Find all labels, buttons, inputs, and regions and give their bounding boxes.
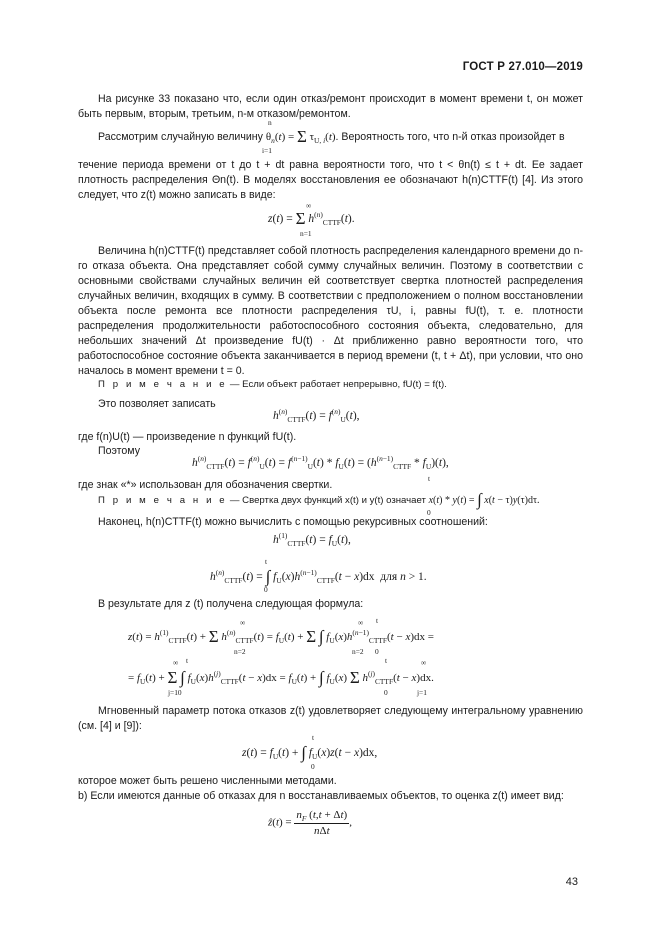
paragraph-period: течение периода времени от t до t + dt равна вероятности того, что t < θn(t) ≤ t + dt. Ее задает плотность распределения Θn(t). В моделях восстановления ее обозначают h(n)CTTF(t) [4]. Из этого следует, что z(t) можно записать в виде: (78, 159, 583, 201)
paragraph-estimate: b) Если имеются данные об отказах для n восстанавливаемых объектов, то оценка z(t) имеет вид: (78, 790, 564, 802)
paragraph-allows: Это позволяет записать (98, 398, 216, 410)
paragraph-random-variable: Рассмотрим случайную величину $\theta_n(t) = \Sigma$ $\tau_{U, i}(t)$. Вероятность того, что n-й отказ произойдет в (98, 127, 565, 146)
paragraph-figure-33: На рисунке 33 показано что, если один отказ/ремонт происходит в момент времени t, он может быть первым, вторым, третьим, n-м отказом/ремонтом. (78, 93, 583, 120)
paragraph-result: В результате для z (t) получена следующая формула: (98, 598, 364, 610)
equation-integral: $z(t) = f_U(t)$ + ∫ $f_U(x)z(t - x)dx$, (242, 743, 378, 762)
equation-z-sum: z(t) = Σ $h^{(n)}_{CTTF}(t)$. (268, 209, 355, 228)
paragraph-numeric: которое может быть решено численными методами. (78, 775, 337, 787)
equation-big-1: $z(t) = h^{(1)}_{CTTF}(t) + \Sigma$ $h^{(n)}_{CTTF}(t) = f_U(t) + \Sigma$ ∫ $f_U(x)h^{(n-1)}_{CTTF}(t - x)dx$ = (128, 627, 434, 646)
equation-estimate: ẑ(t) = $\frac{n_F (t,t + \Delta t)}{\text{nΔt}}$ , (268, 809, 352, 837)
equation-conv-def: x(t) * y(t) = ∫ x(t − τ)y(τ)dτ. (428, 490, 540, 509)
equation-theta-def: $\theta_n(t) = \Sigma$ $\tau_{U, i}(t)$ (265, 127, 336, 146)
paragraph-convolution-sign: где знак «*» использован для обозначения свертки. (78, 479, 333, 491)
equation-h-power: $h^{(n)}_{CTTF}(t) = f^{(n)}_U(t)$, (273, 407, 360, 424)
equation-big-2: = $f_U(t) + \Sigma$ ∫ $f_U(x)h^{(j)}_{CTTF}(t - x)dx = f_U(t)$ + ∫ $f_U(x)$ Σ $h^{(j)}_{CTTF}(t - x)dx$. (128, 668, 434, 687)
note-convolution: П р и м е ч а н и е — Свертка двух функций x(t) и y(t) означает x(t) * y(t) = ∫ x(t − τ)y(τ)dτ. (98, 490, 540, 509)
page: ГОСТ Р 27.010—2019 На рисунке 33 показано что, если один отказ/ремонт происходит в момент времени t, он может быть первым, вторым, третьим, n-м отказом/ремонтом. Рассмотрим случайную величину $\theta_n(t) = \Sigma$ $\tau_{U, i}(t)$. Вероятность того, что n-й отказ произойдет в n i=1 течение периода времени от t до t + dt равна вероятности того, что t < θn(t) ≤ t + dt. Ее задает плотность распределения Θn(t). В моделях восстановления ее обозначают h(n)CTTF(t) [4]. Из этого следует, что z(t) можно записать в виде: z(t) = Σ $h^{(n)}_{CTTF}(t)$. ∞ n=1 Величина h(n)CTTF(t) представляет собой плотность распределения календарного времени до n-го отказа объекта. Она представляет собой сумму случайных величин. Поэтому в соответствии с основными свойствами случайных величин ей соответствует свертка плотностей распределения случайных величин, входящих в сумму. В соответствии с предположением о полном восстановлении объекта после ремонта все плотности распределения τU, i, равны fU(t), т. е. плотности распределения продолжительности работоспособного состояния объекта, следовательно, для небольших значений Δt произведение fU(t) · Δt приближенно равно вероятности того, что работоспособное состояние объекта заканчивается в период времени (t, t + Δt), при условии, что оно началось в момент времени t = 0. П р и м е ч а н и е — Если объект работает непрерывно, fU(t) = f(t). Это позволяет записать $h^{(n)}_{CTTF}(t) = f^{(n)}_U(t)$, где f(n)U(t) — произведение n функций fU(t). Поэтому $h^{(n)}_{CTTF}(t) = f^{(n)}_U(t) = f^{(n-1)}_U(t) * f_U(t) = (h^{(n-1)}_{CTTF} * f_U)(t)$, где знак «*» использован для обозначения свертки. П р и м е ч а н и е — Свертка двух функций x(t) и y(t) означает x(t) * y(t) = ∫ x(t − τ)y(τ)dτ. t 0 Наконец, h(n)CTTF(t) можно вычислить с помощью рекурсивных соотношений: $h^{(1)}_{CTTF}(t) = f_U(t)$, $h^{(n)}_{CTTF}(t)$ = ∫ $f_U(x)h^{(n-1)}_{CTTF}(t - x)dx$ для n > 1. t 0 В результате для z (t) получена следующая формула: $z(t) = h^{(1)}_{CTTF}(t) + \Sigma$ $h^{(n)}_{CTTF}(t) = f_U(t) + \Sigma$ ∫ $f_U(x)h^{(n-1)}_{CTTF}(t - x)dx$ = ∞ n=2 ∞ n=2 t 0 = $f_U(t) + \Sigma$ ∫ $f_U(x)h^{(j)}_{CTTF}(t - x)dx = f_U(t)$ + ∫ $f_U(x)$ Σ $h^{(j)}_{CTTF}(t - x)dx$. ∞ j=10 t t 0 ∞ j=1 Мгновенный параметр потока отказов z(t) удовлетворяет следующему интегральному уравнению (см. [4] и [9]): $z(t) = f_U(t)$ + ∫ $f_U(x)z(t - x)dx$, t 0 которое может быть решено численными методами. b) Если имеются данные об отказах для n восстанавливаемых объектов, то оценка z(t) имеет вид: ẑ(t) = $\frac{n_F (t,t + \Delta t)}{\text{nΔt}}$ , 43 (0, 0, 661, 935)
paragraph-density: Величина h(n)CTTF(t) представляет собой плотность распределения календарного времени до n-го отказа объекта. Она представляет собой сумму случайных величин. Поэтому в соответствии с основными свойствами случайных величин ей соответствует свертка плотностей распределения случайных величин, входящих в сумму. В соответствии с предположением о полном восстановлении объекта после ремонта все плотности распределения τU, i, равны fU(t), т. е. плотности распределения продолжительности работоспособного состояния объекта, следовательно, для небольших значений Δt произведение fU(t) · Δt приближенно равно вероятности того, что работоспособное состояние объекта заканчивается в период времени (t, t + Δt), при условии, что оно началось в момент времени t = 0. (78, 245, 583, 377)
page-number: 43 (565, 876, 578, 888)
paragraph-finally: Наконец, h(n)CTTF(t) можно вычислить с помощью рекурсивных соотношений: (98, 516, 488, 528)
paragraph-instant-flow: Мгновенный параметр потока отказов z(t) удовлетворяет следующему интегральному уравнению (см. [4] и [9]): (78, 705, 583, 732)
paragraph-product: где f(n)U(t) — произведение n функций fU(t). (78, 431, 297, 443)
equation-h-conv: $h^{(n)}_{CTTF}(t) = f^{(n)}_U(t) = f^{(n-1)}_U(t) * f_U(t) = (h^{(n-1)}_{CTTF} * f_U)(t)$, (192, 454, 449, 471)
equation-rec1: $h^{(1)}_{CTTF}(t) = f_U(t)$, (273, 531, 351, 548)
standard-header: ГОСТ Р 27.010—2019 (462, 61, 583, 73)
equation-rec2: $h^{(n)}_{CTTF}(t)$ = ∫ $f_U(x)h^{(n-1)}_{CTTF}(t - x)dx$ для n > 1. (210, 567, 427, 586)
paragraph-therefore: Поэтому (98, 445, 141, 457)
note-continuous: П р и м е ч а н и е — Если объект работает непрерывно, fU(t) = f(t). (98, 379, 447, 390)
